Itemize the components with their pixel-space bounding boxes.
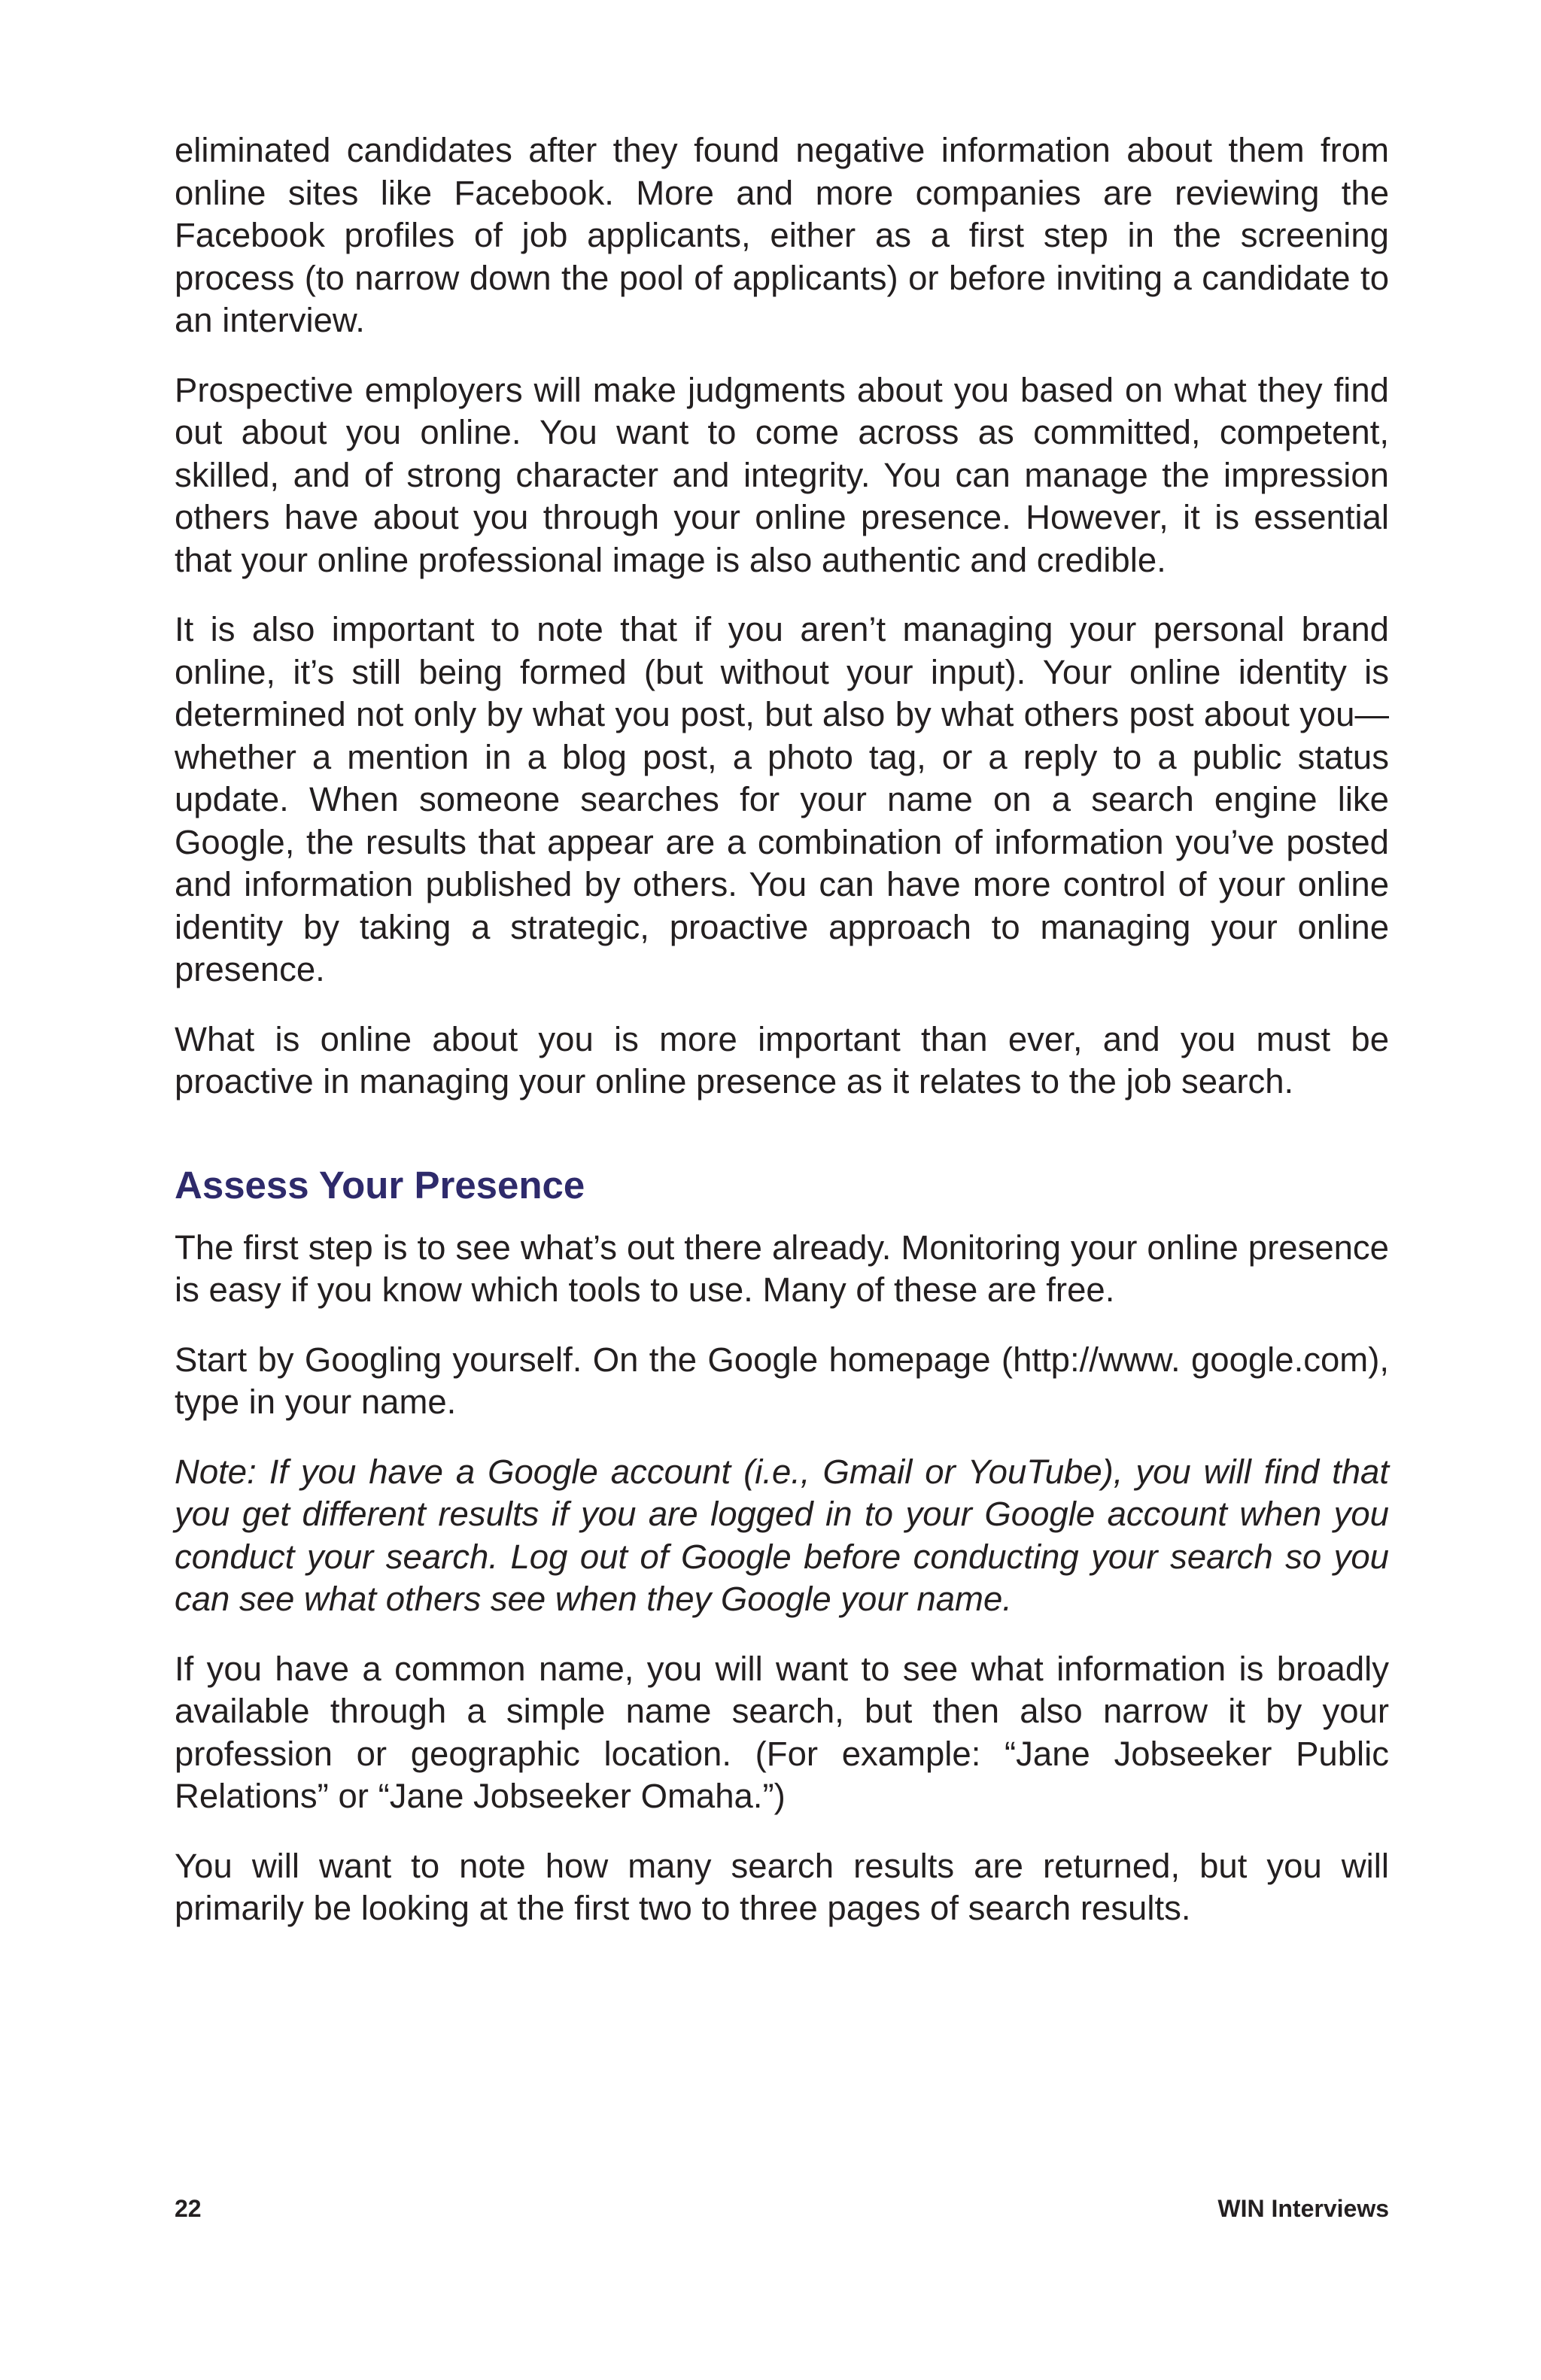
note-paragraph: Note: If you have a Google account (i.e., Gmail or YouTube), you will find that you get different results if you are logged in to your Google account when you conduct your search. Log out of Google before conducting your search so you can see what others see when they Google your name. [175,1452,1389,1618]
section-paragraph-5: You will want to note how many search results are returned, but you will primarily be looking at the first two to three pages of search results. [175,1846,1389,1927]
section-paragraph-4: If you have a common name, you will want to see what information is broadly available through a simple name search, but then also narrow it by your profession or geographic location. (For example: “Jane Jobseeker Public Relations” or “Jane Jobseeker Omaha.”) [175,1649,1389,1815]
section-paragraph-1: The first step is to see what’s out there already. Monitoring your online presence is easy if you know which tools to use. Many of these are free. [175,1228,1389,1309]
paragraph-1: eliminated candidates after they found negative information about them from online sites like Facebook. More and more companies are reviewing the Facebook profiles of job applicants, either as a first step in the screening process (to narrow down the pool of applicants) or before inviting a candidate to an interview. [175,131,1389,339]
page-footer [175,2193,1389,2224]
paragraph-3: It is also important to note that if you aren’t managing your personal brand online, it’s still being formed (but without your input). Your online identity is determined not only by what you post, but also by what others post about you—whether a mention in a blog post, a photo tag, or a reply to a public status update. When someone searches for your name on a search engine like Google, the results that appear are a combination of information you’ve posted and information published by others. You can have more control of your online identity by taking a strategic, proactive approach to managing your online presence. [175,610,1389,988]
paragraph-2: Prospective employers will make judgments about you based on what they find out about you online. You want to come across as committed, competent, skilled, and of strong character and integrity. You can manage the impression others have about you through your online presence. However, it is essential that your online professional image is also authentic and credible. [175,370,1389,579]
page-number: 22 [175,2195,202,2222]
section-paragraph-2: Start by Googling yourself. On the Google homepage (http://www. google.com), type in your name. [175,1340,1389,1421]
page-body [175,129,1389,1957]
section-heading: Assess Your Presence [175,1163,585,1207]
paragraph-4: What is online about you is more important than ever, and you must be proactive in managing your online presence as it relates to the job search. [175,1019,1389,1100]
book-title: WIN Interviews [1217,2195,1389,2222]
